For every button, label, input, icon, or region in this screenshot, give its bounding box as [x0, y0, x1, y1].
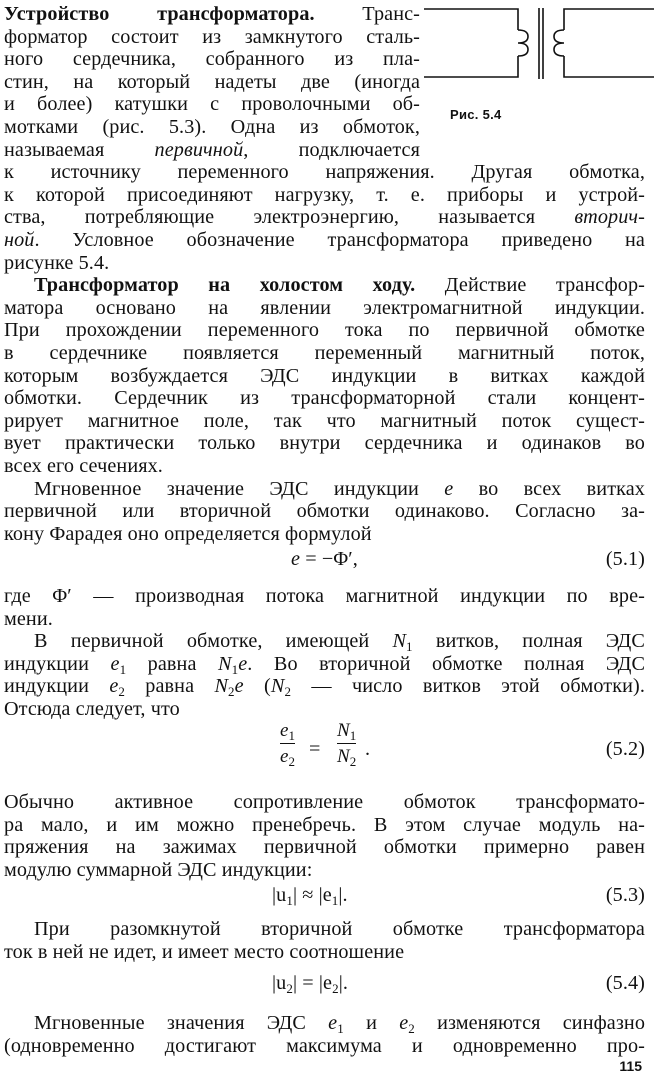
math-text: | = |e: [292, 972, 333, 994]
math-var: N: [337, 720, 350, 741]
math-period: .: [365, 738, 371, 760]
text-line: При разомкнутой вторичной обмотке трансформатора: [34, 918, 645, 940]
text-span: ства, потребляющие электроэнергию, называется: [4, 206, 536, 229]
text-span: равна: [147, 652, 197, 675]
text-line: вует практически только внутри сердечника и одинаков во: [4, 432, 645, 455]
math-var: e: [399, 1012, 409, 1034]
text-line: ра мало, и им можно пренебречь. В этом случае модуль на-: [4, 813, 645, 836]
math-var: e: [238, 652, 248, 675]
text-span: называемая: [4, 138, 105, 161]
math-sub: 1: [231, 661, 239, 677]
math-var: e: [280, 746, 289, 767]
text-line: первичной или вторичной обмотки одинаково. Согласно за-: [4, 500, 645, 523]
math-var: N: [337, 746, 350, 767]
text-line: где Φ′ — производная потока магнитной индукции по вре-: [4, 585, 645, 607]
fraction-denominator: [280, 746, 295, 768]
text-line: модулю суммарной ЭДС индукции:: [4, 858, 313, 881]
text-span: (: [264, 675, 271, 698]
math-sub: 2: [228, 684, 235, 700]
math-var: e: [109, 675, 119, 698]
textbook-page: [4, 0, 645, 1083]
text-line: [4, 139, 420, 162]
text-span: во всех витках: [478, 477, 645, 500]
math-sub: 2: [332, 981, 339, 996]
formula-expression: [272, 972, 348, 995]
text-span: Действие трансфор-: [444, 274, 645, 297]
text-span: — число витков этой обмотки).: [311, 675, 645, 698]
math-var: e: [291, 548, 301, 570]
equation-number: (5.3): [605, 884, 645, 906]
text-span: В первичной обмотке, имеющей: [34, 630, 370, 653]
math-sub: 1: [337, 1021, 344, 1036]
fraction-denominator: [337, 746, 356, 768]
text-line: [4, 653, 645, 676]
text-span: . Условное обозначение трансформатора приведено на: [34, 229, 645, 251]
text-span: Транс-: [362, 3, 420, 25]
text-line: мени.: [4, 607, 53, 630]
equation-number: (5.4): [605, 972, 645, 994]
text-line: рисунке 5.4.: [4, 251, 110, 274]
section-heading: Трансформатор на холостом ходу.: [34, 274, 416, 297]
math-sub: 1: [119, 661, 127, 677]
math-sub: 2: [349, 754, 357, 769]
text-line: к которой присоединяют нагрузку, т. е. приборы и устрой-: [4, 183, 645, 206]
text-line: рирует магнитное поле, так что магнитный поток сущест-: [4, 409, 645, 432]
formula-5-4: [4, 972, 645, 1002]
page-number: 115: [619, 1058, 642, 1074]
math-var: e: [110, 652, 120, 675]
formula-5-2: [4, 720, 645, 782]
math-var: e: [234, 675, 244, 698]
math-sub: 1: [349, 728, 357, 743]
text-line: матора основано на явлении электромагнитной индукции.: [4, 296, 645, 319]
text-line: ного сердечника, собранного из пла-: [4, 48, 420, 71]
math-text: |.: [338, 884, 348, 906]
math-var: N: [218, 652, 232, 675]
math-sub: 2: [286, 981, 293, 996]
math-sub: 1: [331, 893, 339, 908]
formula-expression: [291, 548, 358, 571]
text-span: Мгновенные значения ЭДС: [34, 1012, 306, 1034]
text-line: [4, 3, 420, 26]
text-line: и более) катушки с проволочными об-: [4, 93, 420, 116]
text-span: витков, полная ЭДС: [435, 630, 645, 653]
text-line: (одновременно достигают максимума и одновременно про-: [4, 1034, 645, 1057]
formula-expression: [272, 884, 348, 907]
text-line: которым возбуждается ЭДС индукции в витках каждой: [4, 364, 645, 387]
math-var: N: [392, 630, 407, 653]
math-sub: 1: [288, 728, 296, 743]
math-equals: =: [309, 738, 321, 760]
text-line: [4, 206, 645, 229]
italic-term: вторич-: [574, 206, 645, 229]
italic-term: ной: [4, 229, 35, 251]
math-var: e: [444, 477, 454, 500]
text-line: стин, на который надеты две (иногда: [4, 70, 420, 93]
text-line: обмотки. Сердечник из трансформаторной стали концент-: [4, 387, 645, 410]
fraction-bar: [280, 743, 295, 744]
math-text: |.: [338, 972, 348, 994]
math-var: e: [280, 720, 289, 741]
text-span: равна: [145, 675, 195, 698]
math-sub: 2: [288, 754, 296, 769]
math-var: N: [270, 675, 285, 698]
formula-5-1: [4, 548, 645, 578]
text-span: . Во вторичной обмотке полная ЭДС: [247, 652, 646, 675]
text-span: изменяются синфазно: [437, 1012, 646, 1034]
text-span: Мгновенное значение ЭДС индукции: [34, 477, 419, 500]
text-span: индукции: [4, 675, 89, 698]
math-text: |u: [272, 972, 287, 994]
text-line: Отсюда следует, что: [4, 698, 180, 720]
section-heading: Устройство трансформатора.: [4, 3, 315, 25]
text-line: [4, 274, 645, 297]
math-sub: 2: [118, 684, 125, 700]
math-sub: 2: [284, 684, 292, 700]
text-line: При прохождении переменного тока по первичной обмотке: [4, 319, 645, 342]
math-var: e: [328, 1012, 338, 1034]
text-span: и: [366, 1012, 377, 1034]
fraction-bar: [337, 743, 356, 744]
fraction-numerator: [337, 720, 356, 742]
fraction-e: [280, 720, 295, 768]
text-line: мотками (рис. 5.3). Одна из обмоток,: [4, 116, 420, 138]
text-line: к источнику переменного напряжения. Другая обмотка,: [4, 161, 645, 184]
text-line: в сердечнике появляется переменный магнитный поток,: [4, 342, 645, 364]
equation-number: (5.1): [605, 548, 645, 570]
text-line: всех его сечениях.: [4, 455, 163, 477]
text-line: [4, 630, 645, 653]
text-line: [4, 1012, 645, 1035]
text-line: [4, 675, 645, 698]
text-line: ток в ней не идет, и имеет место соотношение: [4, 940, 405, 963]
equation-number: (5.2): [605, 738, 645, 760]
math-text: |u: [272, 884, 287, 906]
text-span: , подключается: [243, 138, 420, 161]
text-span: индукции: [4, 652, 89, 675]
italic-term: первичной: [154, 138, 244, 161]
fraction-n: [337, 720, 356, 768]
figure-caption: Рис. 5.4: [450, 107, 502, 122]
text-line: форматор состоит из замкнутого сталь-: [4, 25, 420, 48]
math-var: N: [214, 675, 229, 698]
math-sub: 1: [406, 639, 413, 655]
text-line: [4, 478, 645, 501]
text-line: Обычно активное сопротивление обмоток трансформато-: [4, 791, 645, 813]
math-text: = −Φ′,: [305, 548, 358, 570]
math-text: | ≈ |e: [292, 884, 332, 906]
text-line: пряжения на зажимах первичной обмотки примерно равен: [4, 836, 645, 859]
text-line: кону Фарадея оно определяется формулой: [4, 522, 372, 545]
fraction-numerator: [280, 720, 295, 742]
formula-5-3: [4, 884, 645, 914]
text-line: [4, 229, 645, 252]
math-sub: 2: [408, 1021, 415, 1036]
math-sub: 1: [286, 893, 293, 908]
